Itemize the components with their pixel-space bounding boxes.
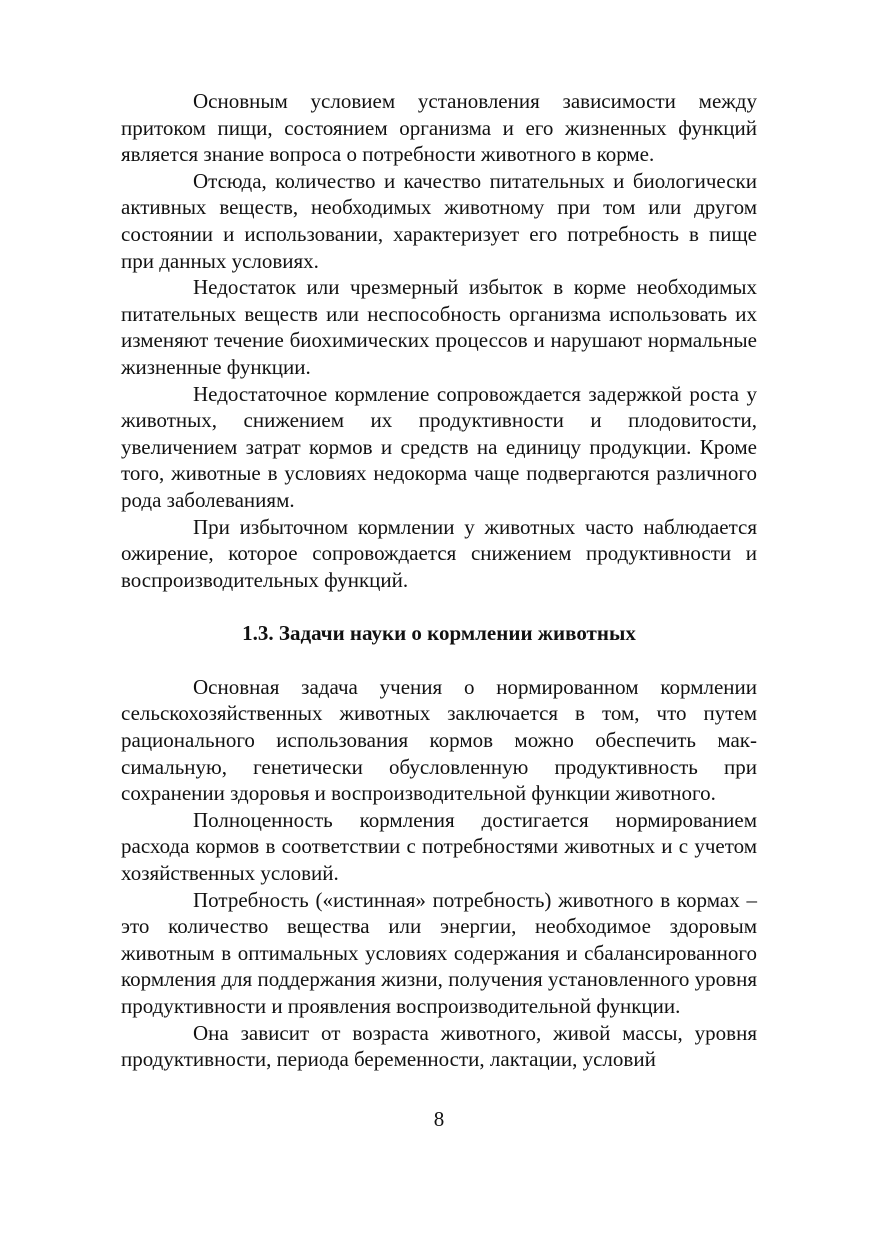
paragraph-requirement-factors: Она зависит от возраста животного, живой массы, уровня продуктивности, периода беременности, лактации, условий <box>121 1020 757 1072</box>
paragraph-nutrient-quantity: Отсюда, количество и качество питательных и биологически активных веществ, необходимых животному при том или другом состоянии и использовании, характеризует его потребность в пище при данных условиях. <box>121 168 757 273</box>
paragraph-main-task: Основная задача учения о нормированном кормлении сельскохозяйственных животных заключается в том, что путем рационального использования кормов можно обеспечить максимальную, генетически обусловленную продуктивность при сохранении здоровья и воспроизводительной функции животного. <box>121 674 757 806</box>
paragraph-food-requirement: Основным условием установления зависимости между притоком пищи, состоянием организма и его жизненных функций является знание вопроса о потребности животного в корме. <box>121 89 757 167</box>
paragraph-feeding-completeness: Полноценность кормления достигается нормированием расхода кормов в соответствии с потребностями животных и с учетом хозяйственных условий. <box>121 807 757 886</box>
paragraph-overfeeding: При избыточном кормлении у животных часто наблюдается ожирение, которое сопровождается снижением продуктивности и воспроизводительных функций. <box>121 514 757 592</box>
paragraph-requirement-definition: Потребность («истинная» потребность) животного в кормах – это количество вещества или энергии, необходимое здоровым животным в оптимальных условиях содержания и сбалансированного кормления для поддержания жизни, получения установленного уровня продуктивности и проявления воспроизводительной функции. <box>121 887 757 1018</box>
section-heading: 1.3. Задачи науки о кормлении животных <box>242 621 636 646</box>
page-body <box>121 88 757 1073</box>
paragraph-underfeeding: Недостаточное кормление сопровождается задержкой роста у животных, снижением их продуктивности и плодовитости, увеличением затрат кормов и средств на единицу продукции. Кроме того, животные в условиях недокорма чаще подвергаются различного рода заболеваниям. <box>121 381 757 512</box>
paragraph-nutrient-deficiency: Недостаток или чрезмерный избыток в корме необходимых питательных веществ или неспособность организма использовать их изменяют течение биохимических процессов и нарушают нормальные жизненные функции. <box>121 275 757 379</box>
heading-spacer <box>121 647 757 674</box>
page-number: 8 <box>433 1107 445 1131</box>
